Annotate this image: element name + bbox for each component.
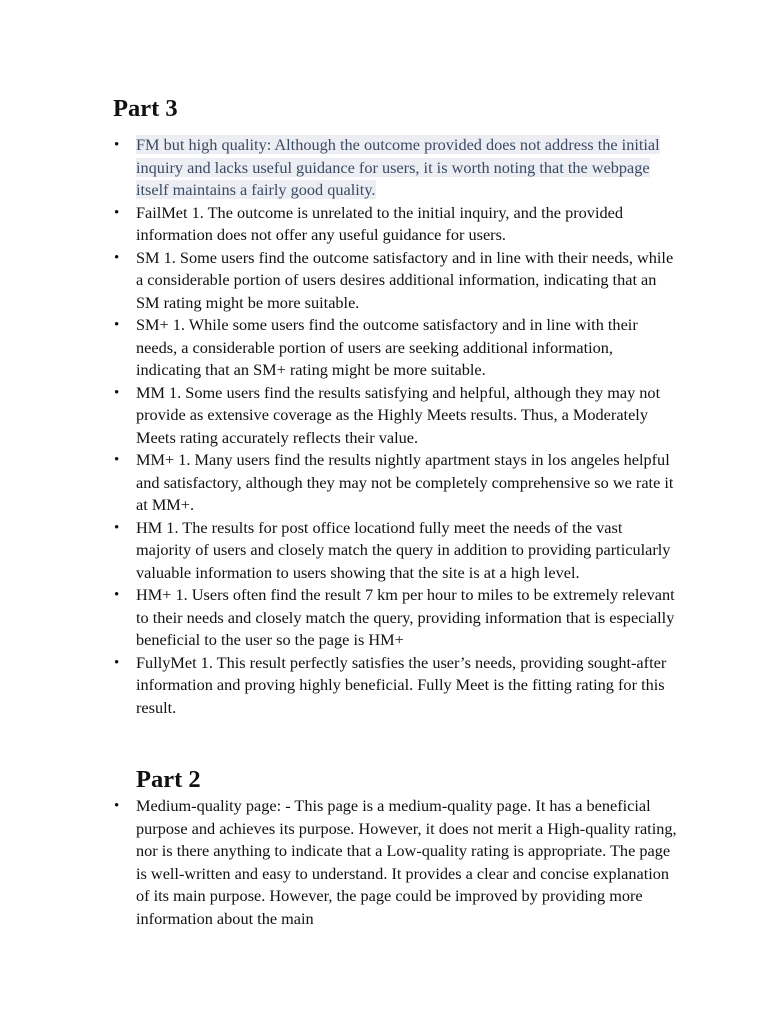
list-item-text: SM 1. Some users find the outcome satisfactory and in line with their needs, while a considerable portion of users desires additional information, indicating that an SM rating might be more suitable.	[136, 247, 674, 312]
list-item	[114, 134, 680, 202]
section-heading-part-2: Part 2	[136, 766, 201, 793]
list-item-text: HM 1. The results for post office locationd fully meet the needs of the vast majority of users and closely match the query in addition to providing particularly valuable information to users showing that the site is at a high level.	[136, 517, 671, 582]
bullet-icon: •	[114, 249, 120, 266]
list-item	[114, 202, 680, 247]
bullet-icon: •	[114, 798, 120, 814]
list-item	[114, 517, 680, 585]
list-item	[114, 314, 680, 382]
list-item	[114, 247, 680, 315]
section-heading-part-3: Part 3	[113, 95, 178, 122]
bullet-icon: •	[114, 137, 120, 153]
bullet-icon: •	[114, 519, 120, 536]
list-item	[114, 652, 680, 720]
part-2-bullet-list	[114, 795, 680, 930]
bullet-icon: •	[114, 384, 120, 401]
list-item-text: FM but high quality: Although the outcome provided does not address the initial inquiry and lacks useful guidance for users, it is worth noting that the webpage itself maintains a fairly good quality.	[136, 135, 660, 199]
list-item	[114, 795, 680, 930]
bullet-icon: •	[114, 317, 120, 333]
list-item-text: HM+ 1. Users often find the result 7 km per hour to miles to be extremely relevant to their needs and closely match the query, providing information that is especially beneficial to the user so the page is HM+	[136, 585, 675, 649]
bullet-icon: •	[114, 204, 120, 221]
list-item-text: FailMet 1. The outcome is unrelated to the initial inquiry, and the provided information does not offer any useful guidance for users.	[136, 202, 623, 244]
list-item-text: Medium-quality page: - This page is a medium-quality page. It has a beneficial purpose and achieves its purpose. However, it does not merit a High-quality rating, nor is there anything to indicate that a Low-quality rating is appropriate. The page is well-written and easy to understand. It provides a clear and concise explanation of its main purpose. However, the page could be improved by providing more information about the main	[136, 796, 677, 928]
part-3-bullet-list	[114, 134, 680, 719]
list-item-text: MM+ 1. Many users find the results nightly apartment stays in los angeles helpful and satisfactory, although they may not be completely comprehensive so we rate it at MM+.	[136, 450, 674, 514]
list-item-text: FullyMet 1. This result perfectly satisfies the user’s needs, providing sought-after information and proving highly beneficial. Fully Meet is the fitting rating for this result.	[136, 652, 667, 717]
bullet-icon: •	[114, 587, 120, 603]
bullet-icon: •	[114, 452, 120, 468]
list-item	[114, 382, 680, 450]
bullet-icon: •	[114, 654, 120, 671]
list-item	[114, 584, 680, 652]
list-item	[114, 449, 680, 517]
list-item-text: SM+ 1. While some users find the outcome satisfactory and in line with their needs, a considerable portion of users are seeking additional information, indicating that an SM+ rating might be more suitable.	[136, 315, 638, 379]
list-item-text: MM 1. Some users find the results satisfying and helpful, although they may not provide as extensive coverage as the Highly Meets results. Thus, a Moderately Meets rating accurately reflects their value.	[136, 382, 661, 447]
